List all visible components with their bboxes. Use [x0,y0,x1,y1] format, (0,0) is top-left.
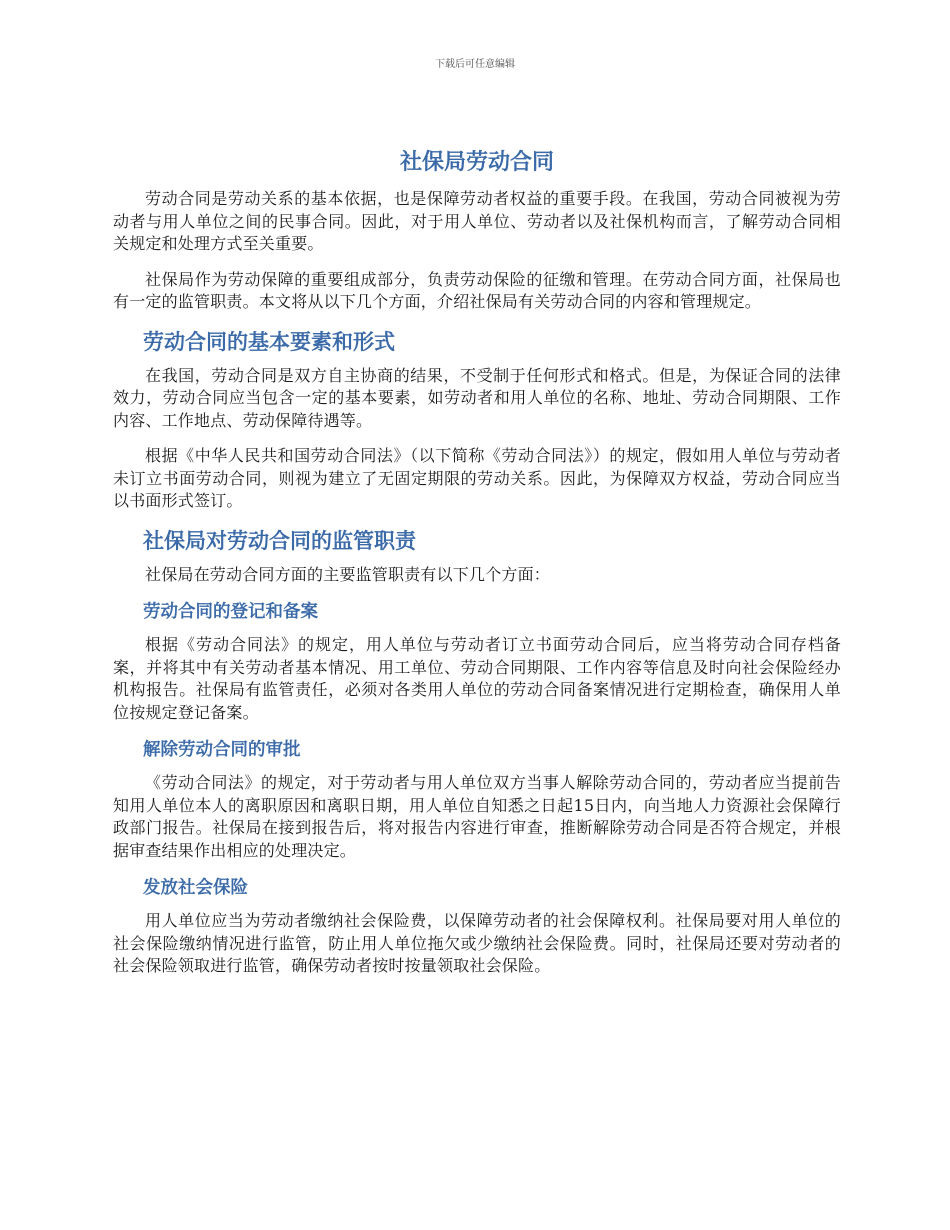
intro-paragraph-2: 社保局作为劳动保障的重要组成部分，负责劳动保险的征缴和管理。在劳动合同方面，社保局也有一定的监管职责。本文将从以下几个方面，介绍社保局有关劳动合同的内容和管理规定。 [113,269,841,311]
section-heading-basic-elements: 劳动合同的基本要素和形式 [143,329,395,354]
section2-intro: 社保局在劳动合同方面的主要监管职责有以下几个方面： [145,564,551,584]
section1-paragraph-1: 在我国，劳动合同是双方自主协商的结果，不受制于任何形式和格式。但是，为保证合同的法律效力，劳动合同应当包含一定的基本要素，如劳动者和用人单位的名称、地址、劳动合同期限、工作内容、工作地点、劳动保障待遇等。 [113,365,841,430]
subsection-termination-text: 《劳动合同法》的规定，对于劳动者与用人单位双方当事人解除劳动合同的，劳动者应当提前告知用人单位本人的离职原因和离职日期，用人单位自知悉之日起15日内，向当地人力资源社会保障行政部门报告。社保局在接到报告后，将对报告内容进行审查，推断解除劳动合同是否符合规定，并根据审查结果作出相应的处理决定。 [113,773,841,860]
subsection-registration-text: 根据《劳动合同法》的规定，用人单位与劳动者订立书面劳动合同后，应当将劳动合同存档备案，并将其中有关劳动者基本情况、用工单位、劳动合同期限、工作内容等信息及时向社会保险经办机构报告。社保局有监管责任，必须对各类用人单位的劳动合同备案情况进行定期检查，确保用人单位按规定登记备案。 [113,635,841,722]
subsection-heading-social-insurance: 发放社会保险 [143,878,248,898]
document-body [113,146,841,991]
section1-paragraph-2: 根据《中华人民共和国劳动合同法》（以下简称《劳动合同法》）的规定，假如用人单位与劳动者未订立书面劳动合同，则视为建立了无固定期限的劳动关系。因此，为保障双方权益，劳动合同应当以书面形式签订。 [113,446,841,510]
intro-paragraph-1: 劳动合同是劳动关系的基本依据，也是保障劳动者权益的重要手段。在我国，劳动合同被视为劳动者与用人单位之间的民事合同。因此，对于用人单位、劳动者以及社保机构而言，了解劳动合同相关规定和处理方式至关重要。 [113,189,841,253]
subsection-social-insurance-text: 用人单位应当为劳动者缴纳社会保险费，以保障劳动者的社会保障权利。社保局要对用人单位的社会保险缴纳情况进行监管，防止用人单位拖欠或少缴纳社会保险费。同时，社保局还要对劳动者的社会保险领取进行监管，确保劳动者按时按量领取社会保险。 [113,911,841,975]
header-note: 下载后可任意编辑 [435,59,515,70]
section-heading-supervision: 社保局对劳动合同的监管职责 [143,528,416,553]
subsection-heading-termination: 解除劳动合同的审批 [143,740,301,760]
document-title: 社保局劳动合同 [399,150,554,175]
subsection-heading-registration: 劳动合同的登记和备案 [143,602,318,622]
